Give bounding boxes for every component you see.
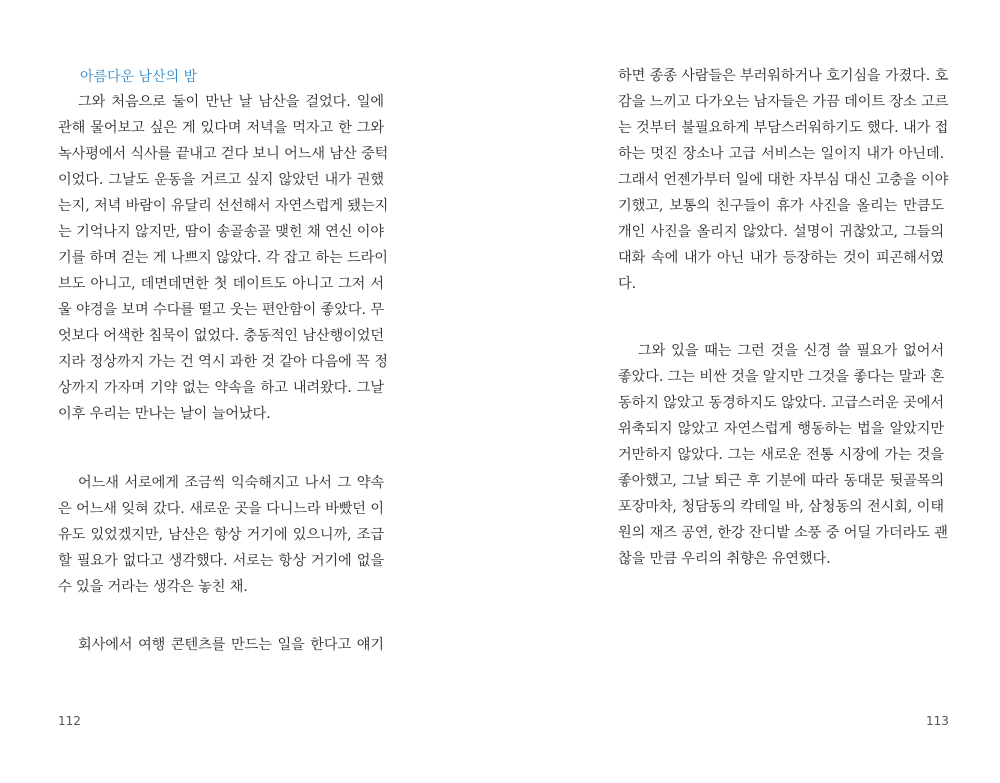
text-line: 는 것부터 불필요하게 부담스러워하기도 했다. 내가 접 bbox=[618, 120, 949, 136]
right-paragraph-1 bbox=[618, 63, 949, 297]
text-line: 좋았다. 그는 비싼 것을 알지만 그것을 좋다는 말과 혼 bbox=[618, 369, 944, 385]
text-line: 찮을 만큼 우리의 취향은 유연했다. bbox=[618, 551, 831, 567]
text-line: 개인 사진을 올리지 않았다. 설명이 귀찮았고, 그들의 bbox=[618, 224, 944, 240]
text-line: 수 있을 거라는 생각은 놓친 채. bbox=[58, 579, 248, 595]
text-line: 이후 우리는 만나는 날이 늘어났다. bbox=[58, 406, 271, 422]
text-line: 어느새 서로에게 조금씩 익숙해지고 나서 그 약속 bbox=[78, 475, 384, 491]
page-number: 112 bbox=[58, 714, 81, 728]
text-line: 좋아했고, 그날 퇴근 후 기분에 따라 동대문 뒷골목의 bbox=[618, 473, 944, 489]
text-line: 동하지 않았고 동경하지도 않았다. 고급스러운 곳에서 bbox=[618, 395, 944, 411]
text-line: 회사에서 여행 콘텐츠를 만드는 일을 한다고 얘기 bbox=[78, 637, 384, 653]
text-line: 그와 처음으로 둘이 만난 날 남산을 걸었다. 일에 bbox=[78, 94, 384, 110]
text-line: 기를 하며 걷는 게 나쁘지 않았다. 각 잡고 하는 드라이 bbox=[58, 250, 388, 266]
page-number: 113 bbox=[926, 714, 949, 728]
text-line: 관해 물어보고 싶은 게 있다며 저녁을 먹자고 한 그와 bbox=[58, 120, 384, 136]
text-line: 그래서 언젠가부터 일에 대한 자부심 대신 고충을 이야 bbox=[618, 172, 949, 188]
right-paragraph-2 bbox=[618, 338, 948, 572]
text-line: 대화 속에 내가 아닌 내가 등장하는 것이 피곤해서였 bbox=[618, 250, 944, 266]
text-line: 포장마차, 청담동의 칵테일 바, 삼청동의 전시회, 이태 bbox=[618, 499, 944, 515]
text-line: 녹사평에서 식사를 끝내고 걷다 보니 어느새 남산 중턱 bbox=[58, 146, 389, 162]
text-line: 이었다. 그날도 운동을 거르고 싶지 않았던 내가 권했 bbox=[58, 172, 384, 188]
text-line: 는 기억나지 않지만, 땀이 송골송골 맺힌 채 연신 이야 bbox=[58, 224, 384, 240]
text-line: 위축되지 않았고 자연스럽게 행동하는 법을 알았지만 bbox=[618, 421, 944, 437]
text-line: 브도 아니고, 데면데면한 첫 데이트도 아니고 그저 서 bbox=[58, 276, 384, 292]
text-line: 감을 느끼고 다가오는 남자들은 가끔 데이트 장소 고르 bbox=[618, 94, 949, 110]
text-line: 하면 종종 사람들은 부러워하거나 호기심을 가졌다. 호 bbox=[618, 68, 949, 84]
text-line: 는지, 저녁 바람이 유달리 선선해서 자연스럽게 됐는지 bbox=[58, 198, 389, 214]
text-line: 그와 있을 때는 그런 것을 신경 쓸 필요가 없어서 bbox=[638, 343, 944, 359]
left-paragraph-1 bbox=[58, 89, 389, 427]
left-paragraph-3 bbox=[58, 632, 384, 658]
text-line: 지라 정상까지 가는 건 역시 과한 것 같아 다음에 꼭 정 bbox=[58, 354, 388, 370]
text-line: 울 야경을 보며 수다를 떨고 웃는 편안함이 좋았다. 무 bbox=[58, 302, 384, 318]
right-page bbox=[500, 0, 1000, 783]
text-line: 할 필요가 없다고 생각했다. 서로는 항상 거기에 없을 bbox=[58, 553, 384, 569]
text-line: 유도 있었겠지만, 남산은 항상 거기에 있으니까, 조급 bbox=[58, 527, 384, 543]
text-line: 다. bbox=[618, 276, 637, 292]
text-line: 엇보다 어색한 침묵이 없었다. 충동적인 남산행이었던 bbox=[58, 328, 384, 344]
text-line: 하는 멋진 장소나 고급 서비스는 일이지 내가 아닌데. bbox=[618, 146, 944, 162]
text-line: 은 어느새 잊혀 갔다. 새로운 곳을 다니느라 바빴던 이 bbox=[58, 501, 384, 517]
text-line: 거만하지 않았다. 그는 새로운 전통 시장에 가는 것을 bbox=[618, 447, 944, 463]
left-paragraph-2 bbox=[58, 470, 384, 600]
text-line: 기했고, 보통의 친구들이 휴가 사진을 올리는 만큼도 bbox=[618, 198, 944, 214]
chapter-heading: 아름다운 남산의 밤 bbox=[80, 69, 198, 85]
text-line: 원의 재즈 공연, 한강 잔디밭 소풍 중 어딜 가더라도 괜 bbox=[618, 525, 948, 541]
text-line: 상까지 가자며 기약 없는 약속을 하고 내려왔다. 그날 bbox=[58, 380, 384, 396]
